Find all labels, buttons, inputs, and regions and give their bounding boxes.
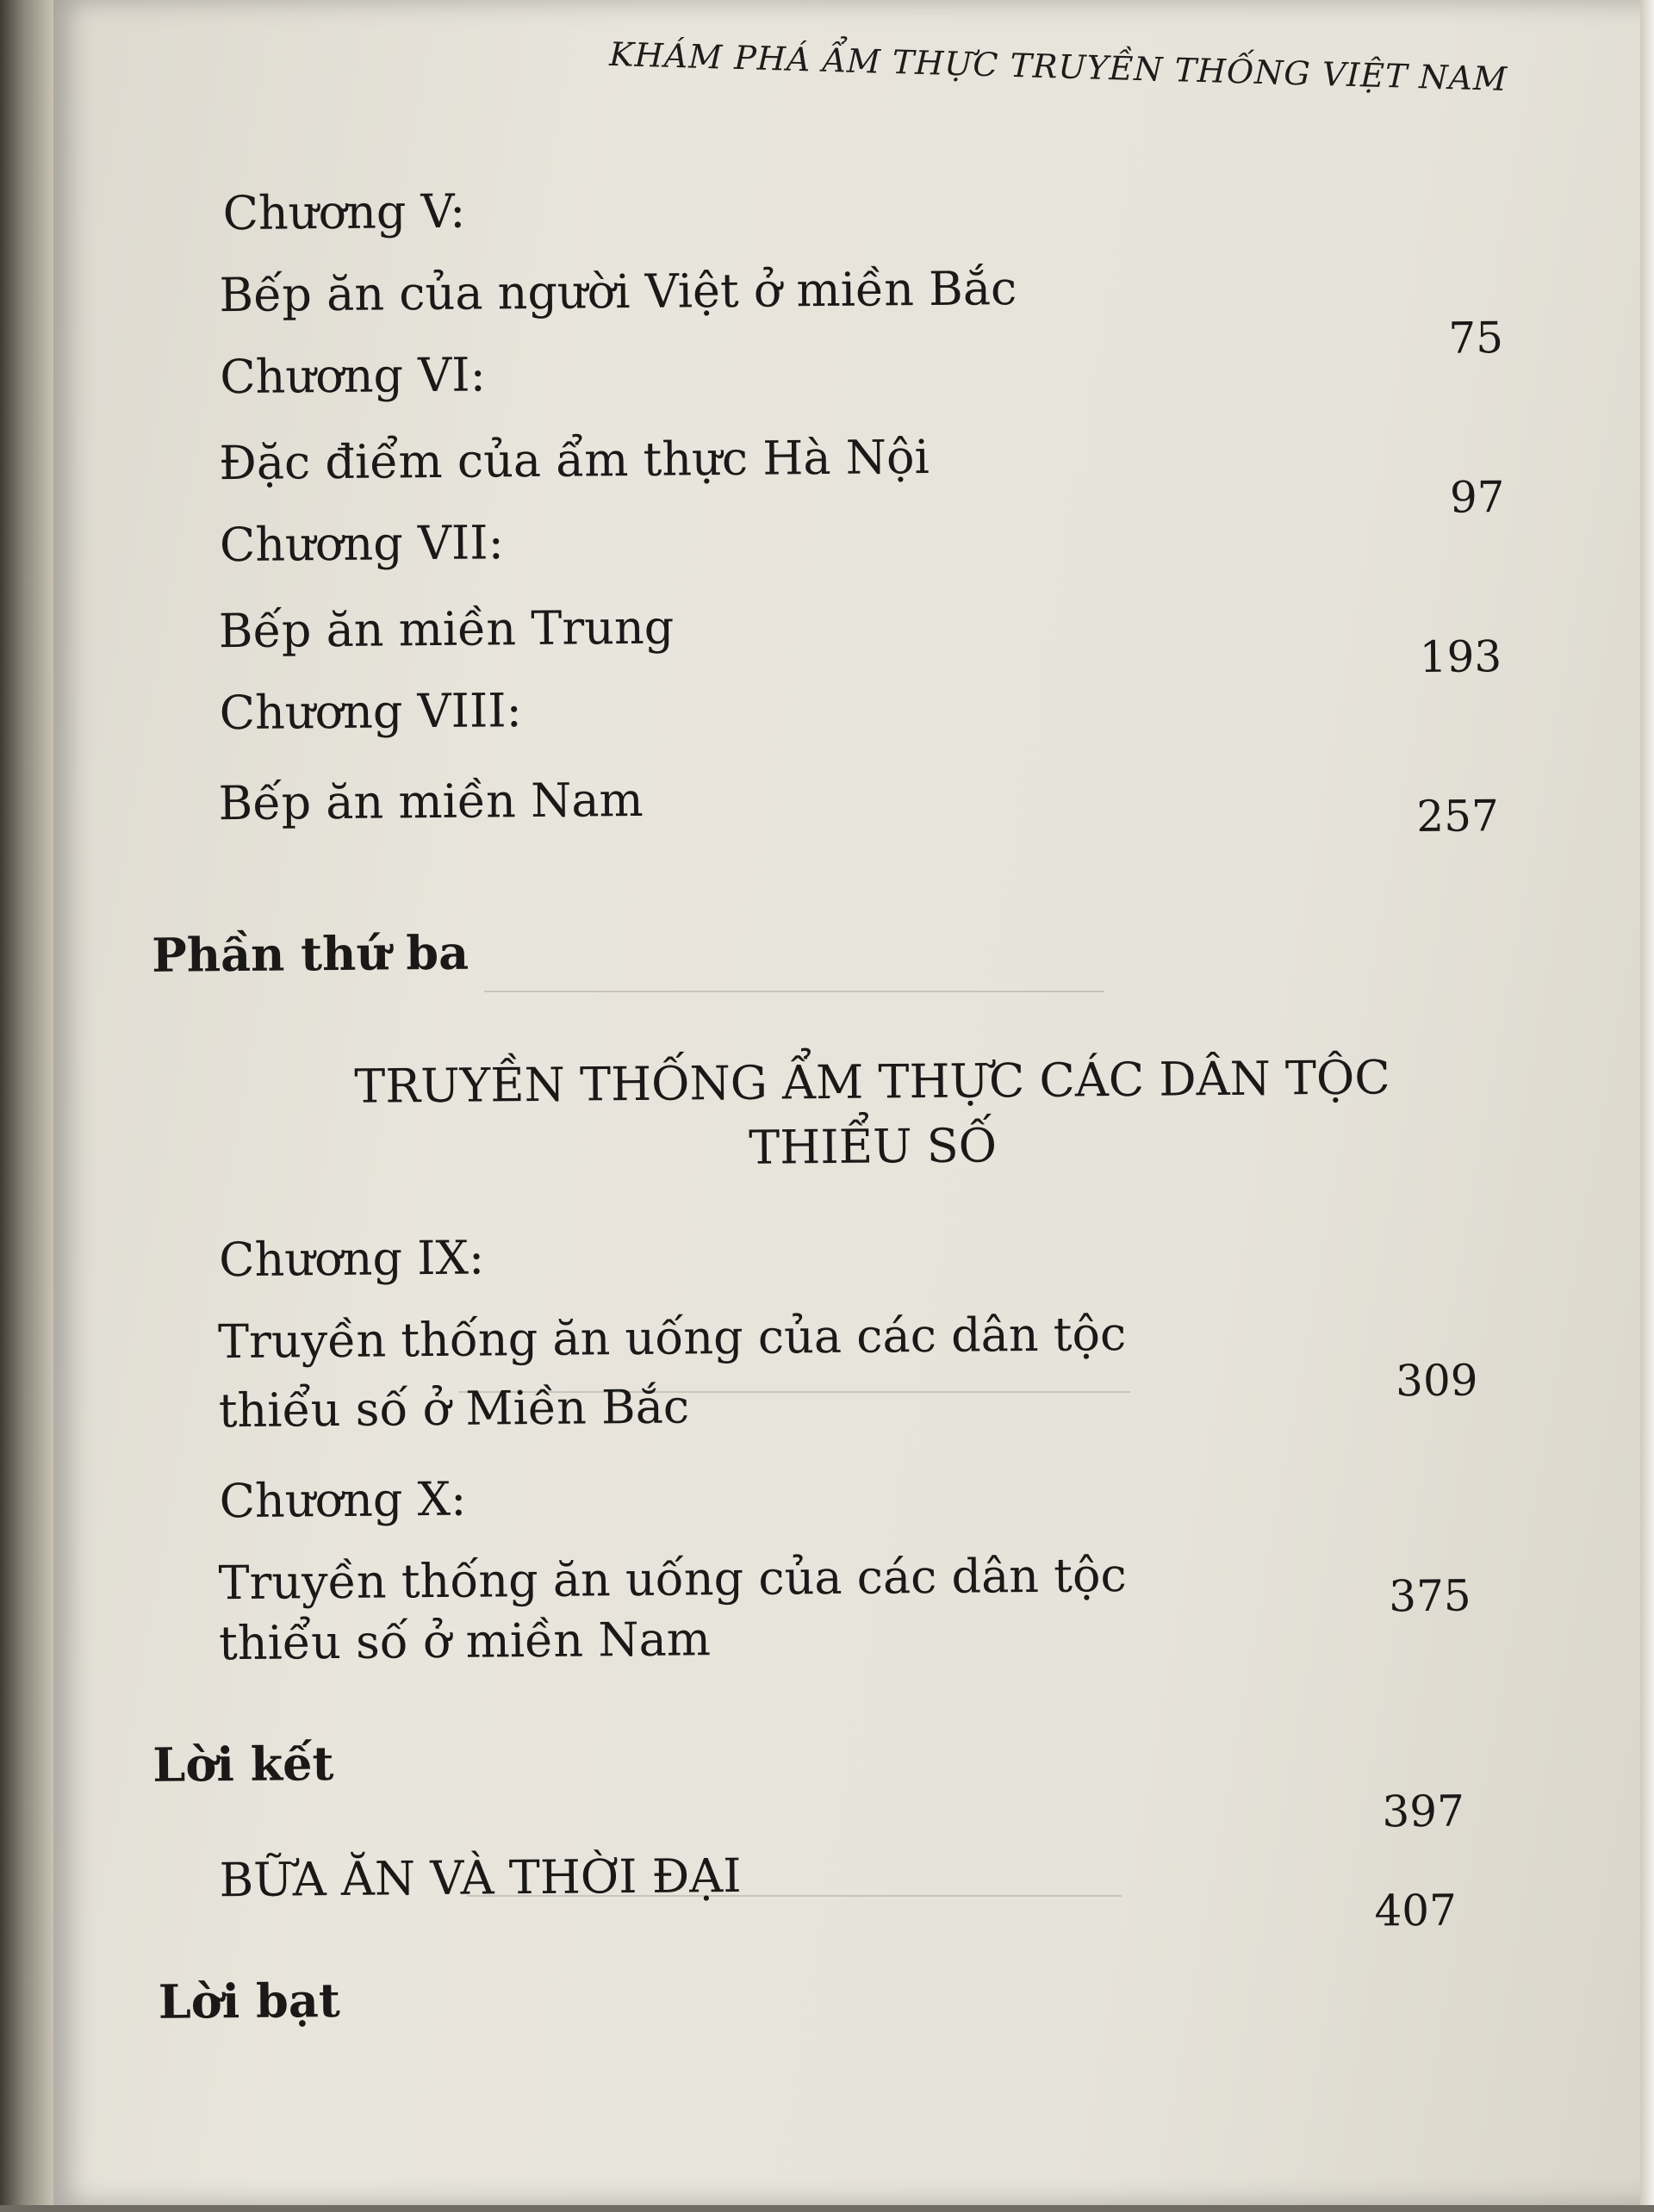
chapter-title: thiểu số ở Miền Bắc	[218, 1379, 690, 1438]
chapter-label: Chương VI:	[220, 347, 487, 405]
part-title-line1: TRUYỀN THỐNG ẨM THỰC CÁC DÂN TỘC	[354, 1050, 1390, 1114]
page-number: 97	[1449, 472, 1505, 523]
chapter-title: Bếp ăn miền Trung	[218, 600, 675, 659]
chapter-title: thiểu số ở miền Nam	[218, 1612, 712, 1671]
book-page	[53, 0, 1654, 2205]
table-of-contents	[45, 0, 1654, 2212]
chapter-label: Chương VII:	[219, 515, 505, 573]
chapter-title: Bếp ăn của người Việt ở miền Bắc	[219, 261, 1017, 323]
chapter-label: Chương VIII:	[219, 683, 523, 741]
chapter-title: Bếp ăn miền Nam	[218, 772, 644, 831]
chapter-label: Chương V:	[222, 183, 466, 241]
chapter-title: BỮA ĂN VÀ THỜI ĐẠI	[219, 1848, 742, 1908]
chapter-title: Truyền thống ăn uống của các dân tộc	[217, 1307, 1127, 1370]
page-number: 375	[1389, 1570, 1471, 1622]
chapter-title: Đặc điểm của ẩm thực Hà Nội	[218, 429, 930, 491]
running-header: KHÁM PHÁ ẨM THỰC TRUYỀN THỐNG VIỆT NAM	[608, 34, 1508, 98]
page-number: 407	[1374, 1885, 1458, 1936]
page-number: 257	[1416, 791, 1500, 842]
chapter-label: Chương X:	[219, 1471, 467, 1529]
chapter-label: Chương IX:	[218, 1230, 485, 1288]
book-spine-shadow	[0, 0, 53, 2205]
page-number: 193	[1419, 631, 1502, 682]
page-number: 397	[1382, 1786, 1465, 1837]
page-number: 309	[1395, 1355, 1478, 1407]
part-title-line2: THIỂU SỐ	[748, 1118, 998, 1175]
page-number: 75	[1448, 313, 1504, 363]
section-heading: Lời bạt	[158, 1972, 341, 2029]
chapter-title: Truyền thống ăn uống của các dân tộc	[218, 1548, 1127, 1611]
part-heading: Phần thứ ba	[151, 924, 469, 983]
section-heading: Lời kết	[152, 1736, 334, 1793]
